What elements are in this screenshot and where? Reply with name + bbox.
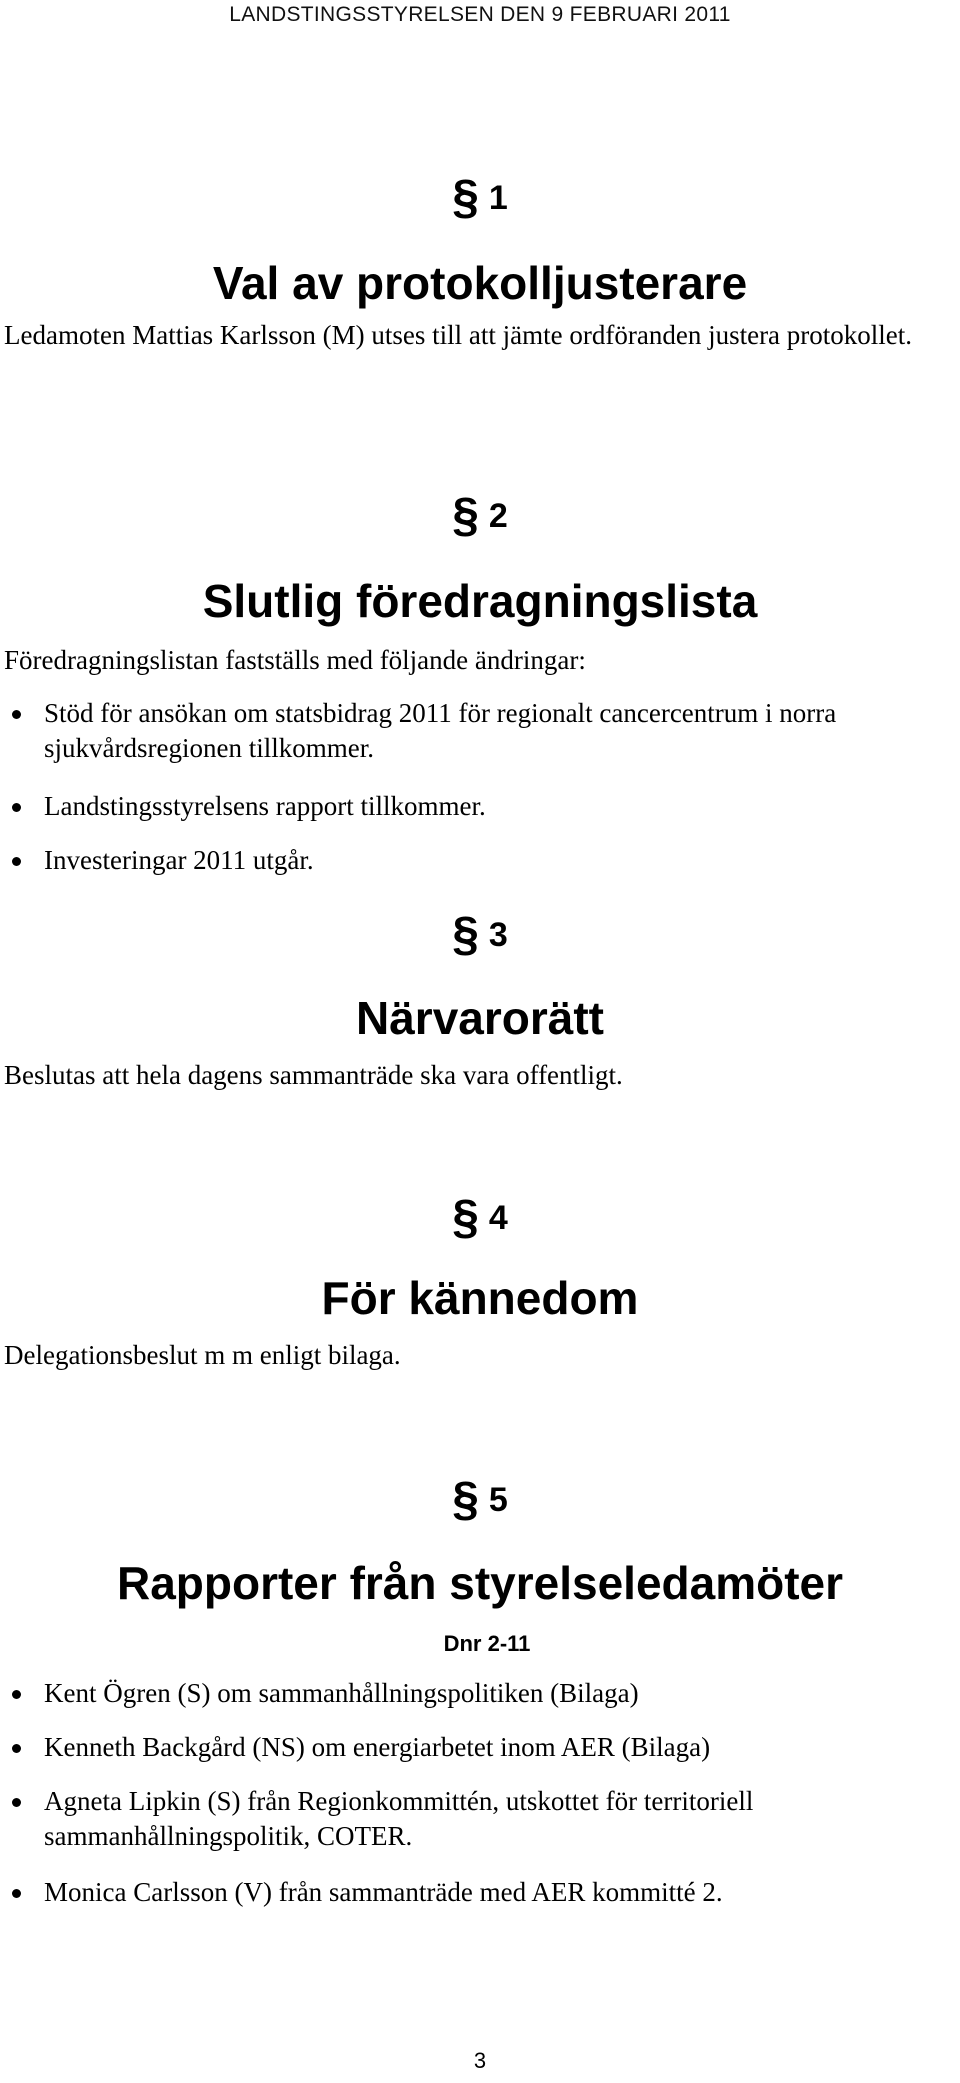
list-item — [0, 1875, 955, 1910]
section-number: 1 — [488, 179, 508, 217]
list-item — [0, 789, 955, 824]
list-item — [0, 1676, 955, 1711]
section-number: 3 — [488, 916, 508, 954]
section-heading-1: Val av protokolljusterare — [212, 257, 748, 309]
section-number: 5 — [488, 1481, 508, 1519]
bullet-icon — [12, 1744, 21, 1753]
bullet-icon — [12, 1690, 21, 1699]
section-body-3: Beslutas att hela dagens sammanträde ska vara offentligt. — [4, 1060, 623, 1090]
bullet-icon — [12, 857, 21, 866]
document-header: LANDSTINGSSTYRELSEN DEN 9 FEBRUARI 2011 — [229, 3, 731, 26]
section-body-2: Föredragningslistan fastställs med följande ändringar: — [4, 645, 586, 675]
list-item — [0, 1784, 955, 1854]
section-number-4 — [0, 1191, 960, 1244]
list-item — [0, 1730, 955, 1765]
section-number-1 — [0, 171, 960, 224]
list-item-text: Landstingsstyrelsens rapport tillkommer. — [44, 791, 486, 821]
list-item-text: Kent Ögren (S) om sammanhållningspolitiken (Bilaga) — [44, 1678, 639, 1708]
section-heading-3: Närvarorätt — [356, 992, 604, 1044]
section-heading-2: Slutlig föredragningslista — [202, 575, 758, 627]
section-sign: § — [452, 1191, 479, 1244]
section-body-1: Ledamoten Mattias Karlsson (M) utses till att jämte ordföranden justera protokollet. — [4, 320, 913, 350]
section-heading-5: Rapporter från styrelseledamöter — [116, 1557, 844, 1609]
bullet-icon — [12, 710, 21, 719]
section-heading-4: För kännedom — [321, 1272, 639, 1324]
section-sign: § — [452, 1473, 479, 1526]
section-sign: § — [452, 171, 479, 224]
section-sign: § — [452, 908, 479, 961]
section-number-3 — [0, 908, 960, 961]
bullet-icon — [12, 1889, 21, 1898]
section-sign: § — [452, 489, 479, 542]
section-number-5 — [0, 1473, 960, 1526]
list-item-text: Stöd för ansökan om statsbidrag 2011 för regionalt cancercentrum i norra sjukvårdsregionen tillkommer. — [44, 698, 837, 763]
bullet-icon — [12, 803, 21, 812]
list-item — [0, 843, 955, 878]
page-number: 3 — [473, 2048, 487, 2073]
list-item-text: Monica Carlsson (V) från sammanträde med AER kommitté 2. — [44, 1877, 723, 1907]
list-item-text: Agneta Lipkin (S) från Regionkommittén, utskottet för territoriell sammanhållningspolitik, COTER. — [44, 1786, 754, 1851]
section-number-2 — [0, 489, 960, 542]
list-item — [0, 696, 955, 766]
section-number: 4 — [488, 1199, 508, 1237]
list-item-text: Kenneth Backgård (NS) om energiarbetet inom AER (Bilaga) — [44, 1732, 711, 1762]
section-body-4: Delegationsbeslut m m enligt bilaga. — [4, 1340, 401, 1370]
dnr-reference: Dnr 2-11 — [443, 1631, 531, 1656]
section-number: 2 — [488, 497, 508, 535]
list-item-text: Investeringar 2011 utgår. — [44, 845, 314, 875]
bullet-icon — [12, 1798, 21, 1807]
